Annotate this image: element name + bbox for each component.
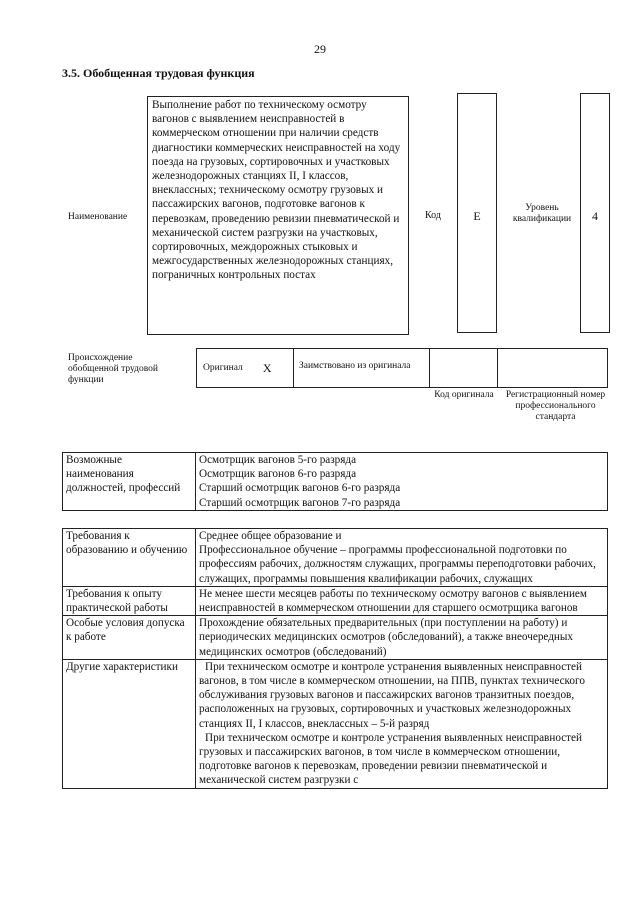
level-box xyxy=(580,93,610,333)
other-value xyxy=(196,659,608,788)
positions-table xyxy=(62,452,608,511)
table-row xyxy=(63,529,608,587)
code-label: Код xyxy=(425,210,441,221)
section-title: 3.5. Обобщенная трудовая функция xyxy=(62,66,255,80)
original-label: Оригинал xyxy=(203,362,243,373)
function-name-text: Выполнение работ по техническому осмотру вагонов с выявлением неисправностей в коммерческом отношении при наличии средств диагностики коммерческих неисправностей на ходу поезда на грузовых, сортировочных и участковых железнодорожных станциях II, I классов, внеклассных; техническому осмотру грузовых и пассажирских вагонов, подготовке вагонов к перевозкам, проведению ревизии пневматической и механической систем разгрузки на участковых, сортировочных, междорожных стыковых и межгосударственных железнодорожных станциях, пограничных контрольных постах xyxy=(152,99,401,282)
origin-label: Происхождение обобщенной трудовой функции xyxy=(68,353,158,385)
education-label: Требования к образованию и обучению xyxy=(63,529,196,587)
code-original-cell xyxy=(430,349,498,387)
original-cell xyxy=(197,349,294,387)
code-box xyxy=(457,93,497,333)
experience-value xyxy=(196,586,608,615)
level-label: Уровень квалификации xyxy=(512,203,572,224)
education-line: Профессиональное обучение – программы профессиональной подготовки по профессиям рабочих, должностям служащих, программы переподготовки рабочих, служащих, программы повышения квалификации рабочих, служащих xyxy=(199,544,596,585)
other-line: При техническом осмотре и контроле устранения выявленных неисправностей вагонов, в том числе в коммерческом отношении, на ППВ, пунктах технического обслуживания грузовых вагонов и пассажирских вагонов транзитных поездов, расположенных на грузовых, сортировочных и участковых железнодорожных станциях II, I классов, внеклассных – 5-й разряд xyxy=(199,660,585,730)
reg-number-cell xyxy=(498,349,607,387)
experience-label: Требования к опыту практической работы xyxy=(63,586,196,615)
education-value xyxy=(196,529,608,587)
admission-label: Особые условия допуска к работе xyxy=(63,616,196,660)
function-name-box xyxy=(147,96,409,335)
other-line: При техническом осмотре и контроле устранения выявленных неисправностей грузовых и пассажирских вагонов, в том числе в коммерческом отношении, подготовке вагонов к перевозкам, проведении ревизии пневматической и механической систем разгрузки с xyxy=(199,731,583,787)
education-line: Среднее общее образование и xyxy=(199,530,342,542)
admission-line: Прохождение обязательных предварительных (при поступлении на работу) и периодических медицинских осмотров (обследований), а также внеочередных медицинских осмотров (обследований) xyxy=(199,617,574,658)
experience-line: Не менее шести месяцев работы по техническому осмотру вагонов с выявлением неисправностей в коммерческом отношении для старшего осмотрщика вагонов xyxy=(199,587,587,615)
origin-table xyxy=(196,348,608,388)
position-item: Осмотрщик вагонов 5-го разряда xyxy=(199,454,357,466)
table-row xyxy=(63,659,608,788)
table-row xyxy=(63,586,608,615)
function-name-label: Наименование xyxy=(68,212,128,222)
page-number: 29 xyxy=(314,42,326,56)
code-value: E xyxy=(473,209,481,223)
original-mark: X xyxy=(262,360,272,375)
position-item: Осмотрщик вагонов 6-го разряда xyxy=(199,468,357,481)
positions-label: Возможные наименования должностей, профессий xyxy=(63,453,196,511)
table-row xyxy=(63,616,608,660)
admission-value xyxy=(196,616,608,660)
borrowed-cell xyxy=(294,349,430,387)
level-value: 4 xyxy=(592,209,598,223)
reg-number-label: Регистрационный номер профессионального стандарта xyxy=(505,390,606,422)
position-item: Старший осмотрщик вагонов 6-го разряда xyxy=(199,482,401,495)
positions-list xyxy=(196,453,608,511)
position-item: Старший осмотрщик вагонов 7-го разряда xyxy=(199,496,401,509)
other-label: Другие характеристики xyxy=(63,659,196,788)
borrowed-label: Заимствовано из оригинала xyxy=(299,361,411,371)
requirements-table xyxy=(62,528,608,789)
code-original-label: Код оригинала xyxy=(434,390,494,400)
